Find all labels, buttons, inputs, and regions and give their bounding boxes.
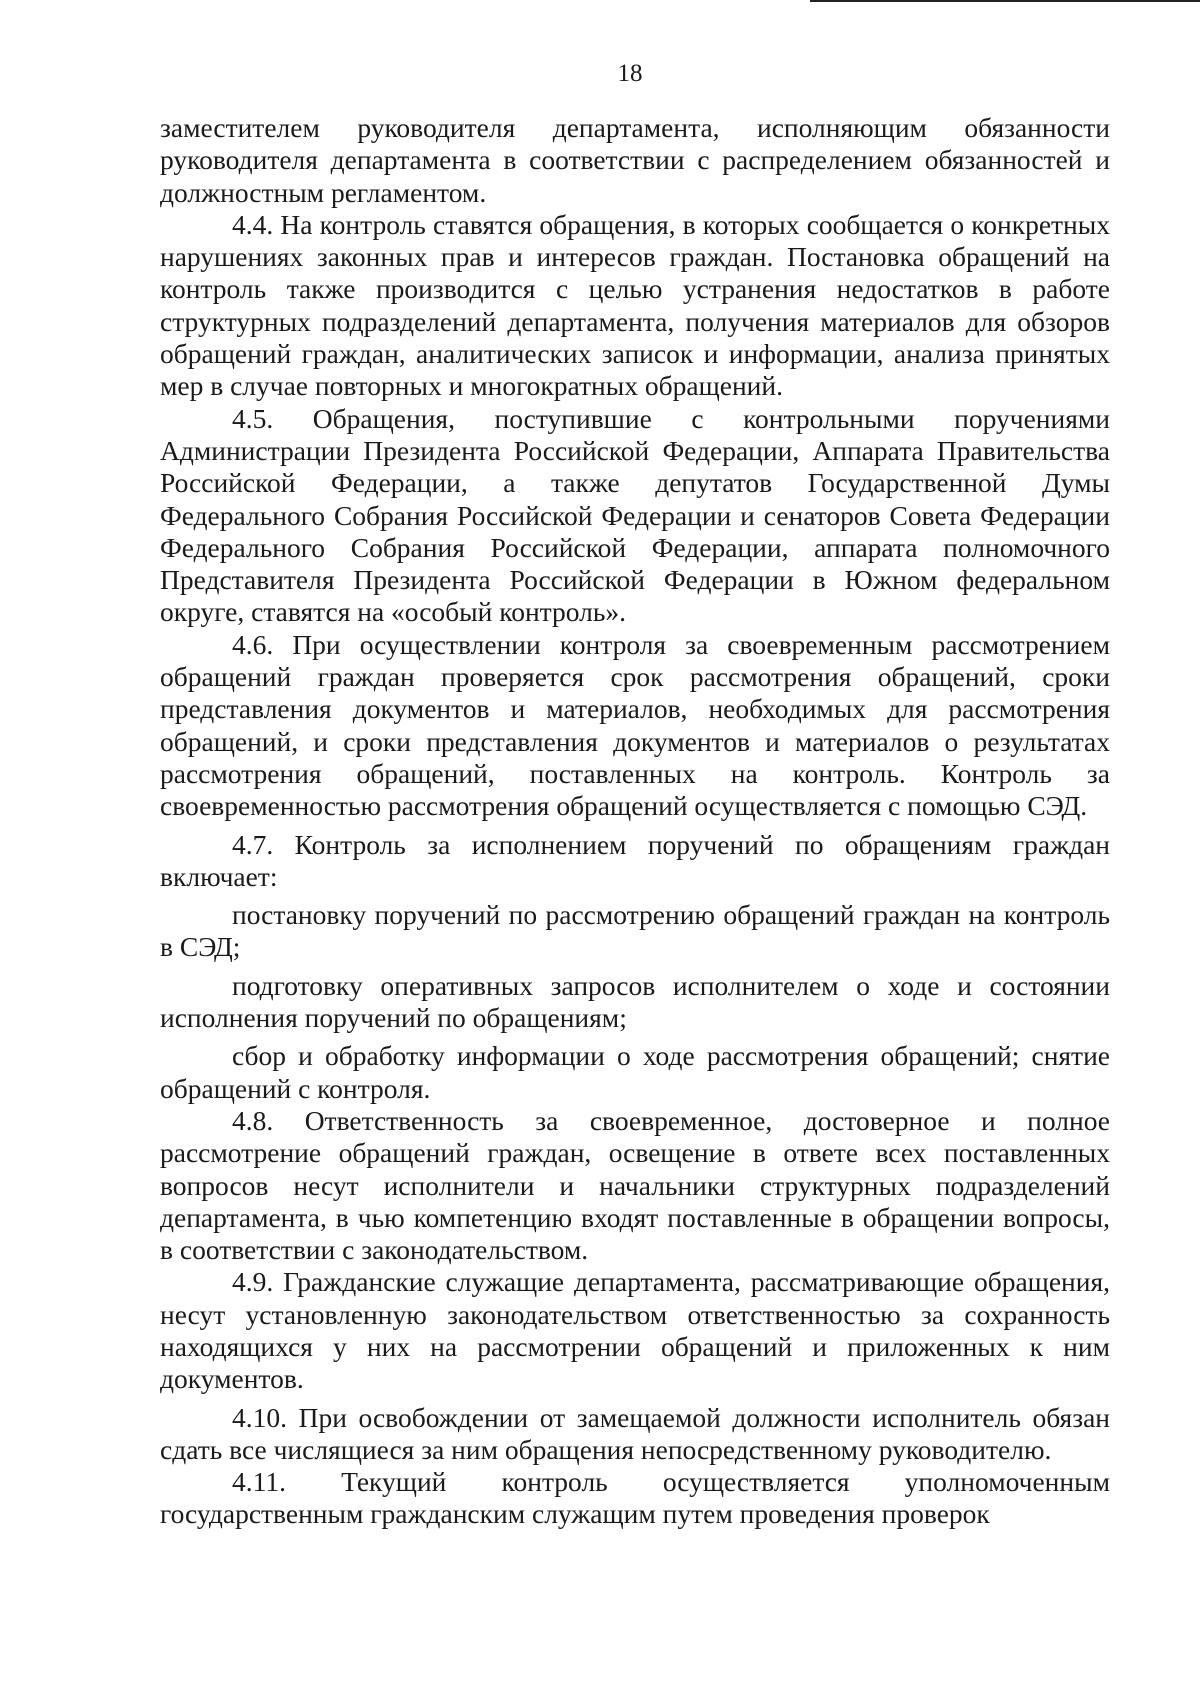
document-body: [160, 112, 1110, 1531]
paragraph-4-7: 4.7. Контроль за исполнением поручений по обращениям граждан включает:: [160, 828, 1110, 892]
paragraph-4-11: 4.11. Текущий контроль осуществляется уполномоченным государственным гражданским служащим путем проведения проверок: [160, 1466, 1110, 1530]
paragraph-4-5: 4.5. Обращения, поступившие с контрольными поручениями Администрации Президента Российской Федерации, Аппарата Правительства Российской Федерации, а также депутатов Государственной Думы Федерального Собрания Российской Федерации и сенаторов Совета Федерации Федерального Собрания Российской Федерации, аппарата полномочного Представителя Президента Российской Федерации в Южном федеральном округе, ставятся на «особый контроль».: [160, 402, 1110, 628]
paragraph-continuation: заместителем руководителя департамента, исполняющим обязанности руководителя департамента в соответствии с распределением обязанностей и должностным регламентом.: [160, 112, 1110, 208]
list-item-operative-requests: подготовку оперативных запросов исполнителем о ходе и состоянии исполнения поручений по обращениям;: [160, 969, 1110, 1034]
paragraph-4-10: 4.10. При освобождении от замещаемой должности исполнитель обязан сдать все числящиеся за ним обращения непосредственному руководителю.: [160, 1401, 1110, 1465]
paragraph-4-9: 4.9. Гражданские служащие департамента, рассматривающие обращения, несут установленную законодательством ответственностью за сохранность находящихся у них на рассмотрении обращений и приложенных к ним документов.: [160, 1266, 1110, 1395]
list-item-control-setting: постановку поручений по рассмотрению обращений граждан на контроль в СЭД;: [160, 899, 1110, 963]
paragraph-4-4: 4.4. На контроль ставятся обращения, в которых сообщается о конкретных нарушениях законных прав и интересов граждан. Постановка обращений на контроль также производится с целью устранения недостатков в работе структурных подразделений департамента, получения материалов для обзоров обращений граждан, аналитических записок и информации, анализа принятых мер в случае повторных и многократных обращений.: [160, 208, 1110, 402]
paragraph-4-6: 4.6. При осуществлении контроля за своевременным рассмотрением обращений граждан проверяется срок рассмотрения обращений, сроки представления документов и материалов, необходимых для рассмотрения обращений, и сроки представления документов и материалов о результатах рассмотрения обращений, поставленных на контроль. Контроль за своевременностью рассмотрения обращений осуществляется с помощью СЭД.: [160, 628, 1110, 822]
page-number: 18: [617, 60, 643, 87]
paragraph-4-8: 4.8. Ответственность за своевременное, достоверное и полное рассмотрение обращений граждан, освещение в ответе всех поставленных вопросов несут исполнители и начальники структурных подразделений департамента, в чью компетенцию входят поставленные в обращении вопросы, в соответствии с законодательством.: [160, 1104, 1110, 1266]
list-item-info-collection: сбор и обработку информации о ходе рассмотрения обращений; снятие обращений с контроля.: [160, 1040, 1110, 1104]
top-edge-rule: [810, 0, 1200, 2]
